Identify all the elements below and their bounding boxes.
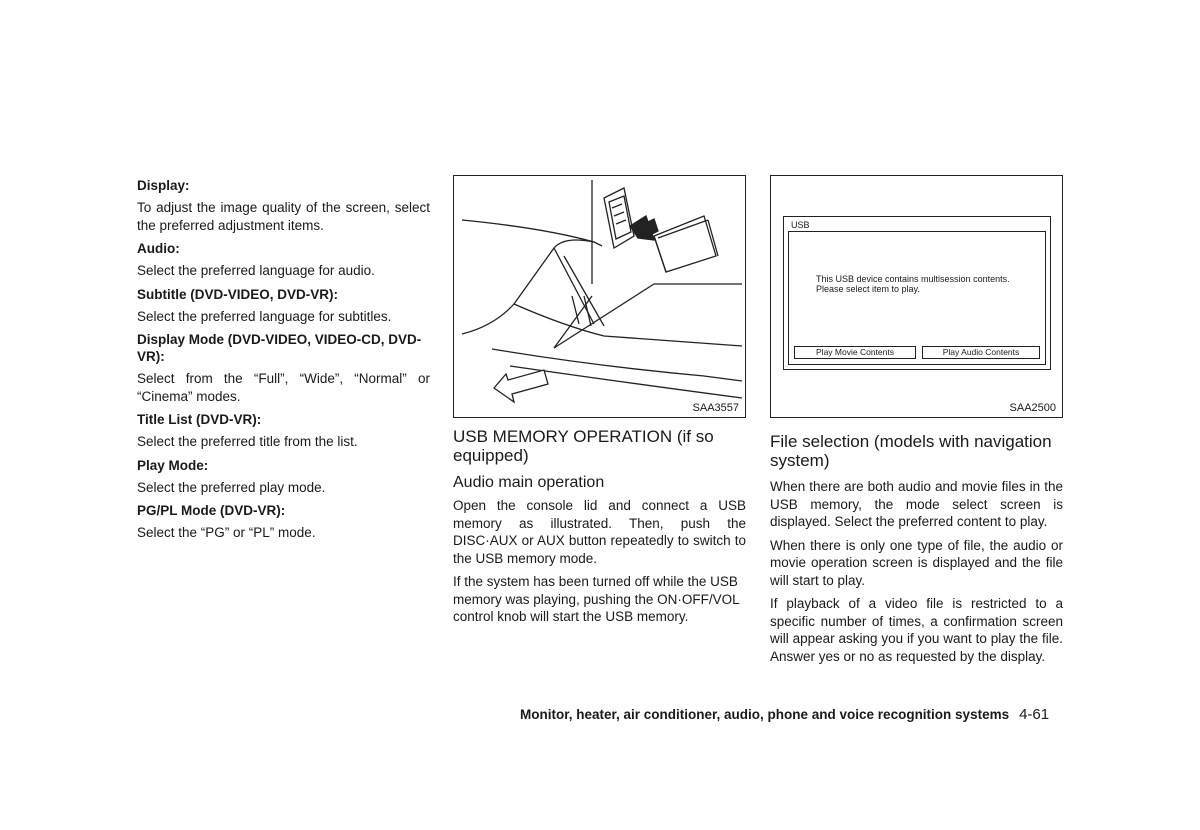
section-title-file-selection: File selection (models with navigation system) xyxy=(770,432,1052,470)
figure-label: SAA2500 xyxy=(1009,402,1056,414)
screen-title: USB xyxy=(791,220,810,230)
section-audio xyxy=(137,240,430,280)
figure-label: SAA3557 xyxy=(692,402,739,414)
text-subtitle: Select the preferred language for subtitles. xyxy=(137,308,392,324)
section-title-list xyxy=(137,411,430,451)
screen-body xyxy=(788,231,1046,365)
screen-message xyxy=(816,274,1010,294)
heading-display-mode: Display Mode (DVD-VIDEO, VIDEO-CD, DVD-VR): xyxy=(137,332,422,364)
usb-mode-select-screen xyxy=(783,216,1051,370)
middle-column xyxy=(453,175,746,632)
text-audio: Select the preferred language for audio. xyxy=(137,263,375,278)
heading-title-list: Title List (DVD-VR): xyxy=(137,412,262,427)
figure-usb-connection xyxy=(453,175,746,418)
section-display xyxy=(137,177,430,234)
usb-connection-illustration xyxy=(454,176,744,416)
text-pg-pl-mode: Select the “PG” or “PL” mode. xyxy=(137,525,316,540)
section-pg-pl-mode xyxy=(137,502,430,542)
heading-subtitle: Subtitle (DVD-VIDEO, DVD-VR): xyxy=(137,286,338,302)
right-column xyxy=(770,175,1063,671)
chapter-title: Monitor, heater, air conditioner, audio, phone and voice recognition systems xyxy=(520,707,1010,722)
text-play-mode: Select the preferred play mode. xyxy=(137,479,326,495)
section-display-mode xyxy=(137,331,430,405)
paragraph: If the system has been turned off while the USB memory was playing, pushing the ON·OFF/VOL control knob will start the USB memory. xyxy=(453,574,740,624)
heading-pg-pl-mode: PG/PL Mode (DVD-VR): xyxy=(137,503,286,518)
heading-audio: Audio: xyxy=(137,241,180,256)
screen-message-line: This USB device contains multisession contents. xyxy=(816,274,1010,284)
text-display: To adjust the image quality of the screen, select the preferred adjustment items. xyxy=(137,200,430,233)
play-movie-contents-button[interactable]: Play Movie Contents xyxy=(794,346,916,359)
page-footer xyxy=(520,706,1049,723)
section-play-mode xyxy=(137,457,430,497)
paragraph: When there are both audio and movie files in the USB memory, the mode select screen is displayed. Select the preferred content to play. xyxy=(770,479,1063,529)
subsection-title-audio-main: Audio main operation xyxy=(453,474,605,491)
text-display-mode: Select from the “Full”, “Wide”, “Normal” or “Cinema” modes. xyxy=(137,371,430,404)
heading-display: Display: xyxy=(137,178,190,193)
screen-message-line: Please select item to play. xyxy=(816,284,920,294)
paragraph: Open the console lid and connect a USB memory as illustrated. Then, push the DISC·AUX or AUX button repeatedly to switch to the USB memory mode. xyxy=(453,498,746,566)
text-title-list: Select the preferred title from the list. xyxy=(137,434,358,449)
page-number: 4-61 xyxy=(1019,706,1050,723)
section-subtitle xyxy=(137,286,430,326)
section-title-usb-memory: USB MEMORY OPERATION (if so equipped) xyxy=(453,427,714,465)
left-column xyxy=(137,175,430,548)
play-audio-contents-button[interactable]: Play Audio Contents xyxy=(922,346,1040,359)
paragraph: If playback of a video file is restricted to a specific number of times, a confirmation screen will appear asking you if you want to play the file. Answer yes or no as requested by the display. xyxy=(770,596,1063,664)
figure-usb-screen xyxy=(770,175,1063,418)
heading-play-mode: Play Mode: xyxy=(137,457,209,473)
paragraph: When there is only one type of file, the audio or movie operation screen is displayed and the file will start to play. xyxy=(770,537,1063,588)
